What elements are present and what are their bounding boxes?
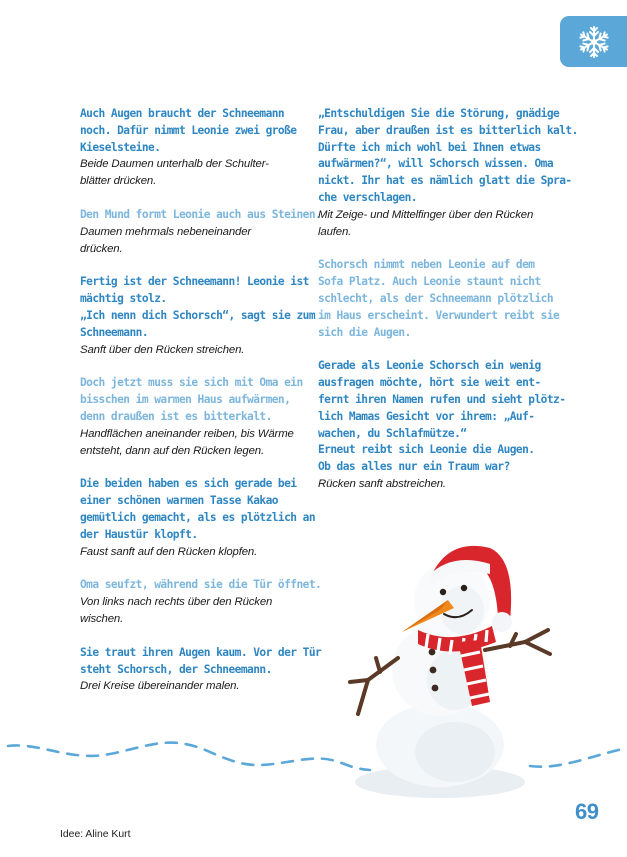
massage-instruction — [80, 342, 302, 359]
instruction-line: laufen. — [318, 225, 352, 238]
instruction-line: Mit Zeige- und Mittelfinger über den Rücken — [318, 208, 534, 221]
chapter-tab — [560, 16, 627, 67]
left-column — [80, 106, 322, 712]
instruction-line: blätter drücken. — [80, 175, 157, 188]
story-line: nickt. Ihr hat es nämlich glatt die Spra- — [318, 174, 572, 188]
story-line: wachen, du Schlafmütze.“ — [318, 426, 467, 440]
story-text — [80, 274, 316, 341]
story-line: Auch Augen braucht der Schneemann — [80, 107, 285, 120]
instruction-line: drücken. — [80, 242, 123, 255]
story-paragraph — [80, 207, 322, 257]
story-text — [80, 375, 302, 425]
story-line: Frau, aber draußen ist es bitterlich kalt. — [318, 123, 578, 137]
snowflake-icon — [576, 24, 612, 60]
instruction-line: wischen. — [80, 612, 124, 625]
instruction-line: Handflächen aneinander reiben, bis Wärme — [80, 427, 294, 440]
instruction-line: Drei Kreise übereinander malen. — [80, 680, 240, 693]
story-line: Schneemann. — [80, 325, 149, 339]
story-line: Sie traut ihren Augen kaum. Vor der Tür — [80, 645, 322, 659]
story-line: Kieselsteine. — [80, 140, 161, 154]
story-line: gemütlich gemacht, als es plötzlich an — [80, 510, 316, 524]
story-paragraph — [80, 476, 316, 560]
story-line: „Entschuldigen Sie die Störung, gnädige — [318, 107, 560, 120]
instruction-line: Von links nach rechts über den Rücken — [80, 596, 273, 609]
story-line: Schorsch nimmt neben Leonie auf dem — [318, 258, 535, 272]
story-text — [80, 476, 316, 543]
story-line: Dürfte ich mich wohl bei Ihnen etwas — [318, 140, 541, 154]
story-line: bisschen im warmen Haus aufwärmen, — [80, 393, 291, 407]
story-line: steht Schorsch, der Schneemann. — [80, 662, 272, 676]
instruction-line: Sanft über den Rücken streichen. — [80, 343, 245, 356]
story-line: denn draußen ist es bitterkalt. — [80, 409, 272, 423]
story-line: schlecht, als der Schneemann plötzlich — [318, 291, 554, 305]
story-line: Doch jetzt muss sie sich mit Oma ein — [80, 376, 303, 390]
story-line: mächtig stolz. — [80, 292, 167, 306]
story-paragraph — [318, 358, 566, 492]
story-line: einer schönen warmen Tasse Kakao — [80, 494, 278, 508]
story-line: Gerade als Leonie Schorsch ein wenig — [318, 359, 541, 373]
story-text — [318, 257, 560, 341]
story-text — [80, 577, 322, 594]
story-text — [80, 645, 322, 679]
story-line: che verschlagen. — [318, 190, 417, 204]
story-text — [318, 358, 566, 476]
right-column — [318, 106, 578, 510]
massage-instruction — [318, 207, 540, 241]
massage-instruction — [80, 156, 302, 190]
story-line: der Haustür klopft. — [80, 527, 198, 541]
story-line: ausfragen möchte, hört sie weit ent- — [318, 376, 541, 390]
massage-instruction — [80, 224, 302, 258]
story-line: im Haus erscheint. Verwundert reibt sie — [318, 308, 560, 322]
story-line: Sofa Platz. Auch Leonie staunt nicht — [318, 275, 541, 289]
story-line: Den Mund formt Leonie auch aus Steinen. — [80, 207, 322, 221]
story-paragraph — [80, 274, 316, 358]
instruction-line: Rücken sanft abstreichen. — [318, 477, 446, 490]
story-line: Fertig ist der Schneemann! Leonie ist — [80, 275, 309, 289]
instruction-line: Beide Daumen unterhalb der Schulter- — [80, 158, 269, 171]
story-paragraph — [80, 106, 302, 190]
story-line: noch. Dafür nimmt Leonie zwei große — [80, 123, 297, 137]
story-line: lich Mamas Gesicht vor ihrem: „Auf- — [318, 409, 535, 423]
story-paragraph — [318, 257, 560, 341]
story-line: Oma seufzt, während sie die Tür öffnet. — [80, 578, 322, 592]
story-paragraph — [318, 106, 578, 240]
story-text — [318, 106, 578, 207]
story-line: Die beiden haben es sich gerade bei — [80, 477, 297, 491]
instruction-line: Daumen mehrmals nebeneinander — [80, 225, 252, 238]
massage-instruction — [80, 544, 302, 561]
instruction-line: Faust sanft auf den Rücken klopfen. — [80, 545, 258, 558]
snowman-illustration — [340, 530, 570, 810]
massage-instruction — [80, 426, 302, 460]
page-number: 69 — [575, 799, 599, 824]
author-credit: Idee: Aline Kurt — [60, 829, 131, 840]
story-line: Ob das alles nur ein Traum war? — [318, 460, 510, 474]
story-line: Erneut reibt sich Leonie die Augen. — [318, 443, 535, 457]
instruction-line: entsteht, dann auf den Rücken legen. — [80, 444, 264, 457]
story-paragraph — [80, 645, 322, 695]
story-line: aufwärmen?“, will Schorsch wissen. Oma — [318, 157, 554, 171]
story-line: fernt ihren Namen rufen und sieht plötz- — [318, 392, 566, 406]
story-paragraph — [80, 577, 322, 627]
massage-instruction — [318, 476, 540, 493]
story-text — [80, 207, 322, 224]
massage-instruction — [80, 594, 302, 628]
massage-instruction — [80, 678, 302, 695]
story-line: „Ich nenn dich Schorsch“, sagt sie zum — [80, 308, 316, 322]
story-text — [80, 106, 302, 156]
story-paragraph — [80, 375, 302, 459]
story-line: sich die Augen. — [318, 325, 411, 339]
